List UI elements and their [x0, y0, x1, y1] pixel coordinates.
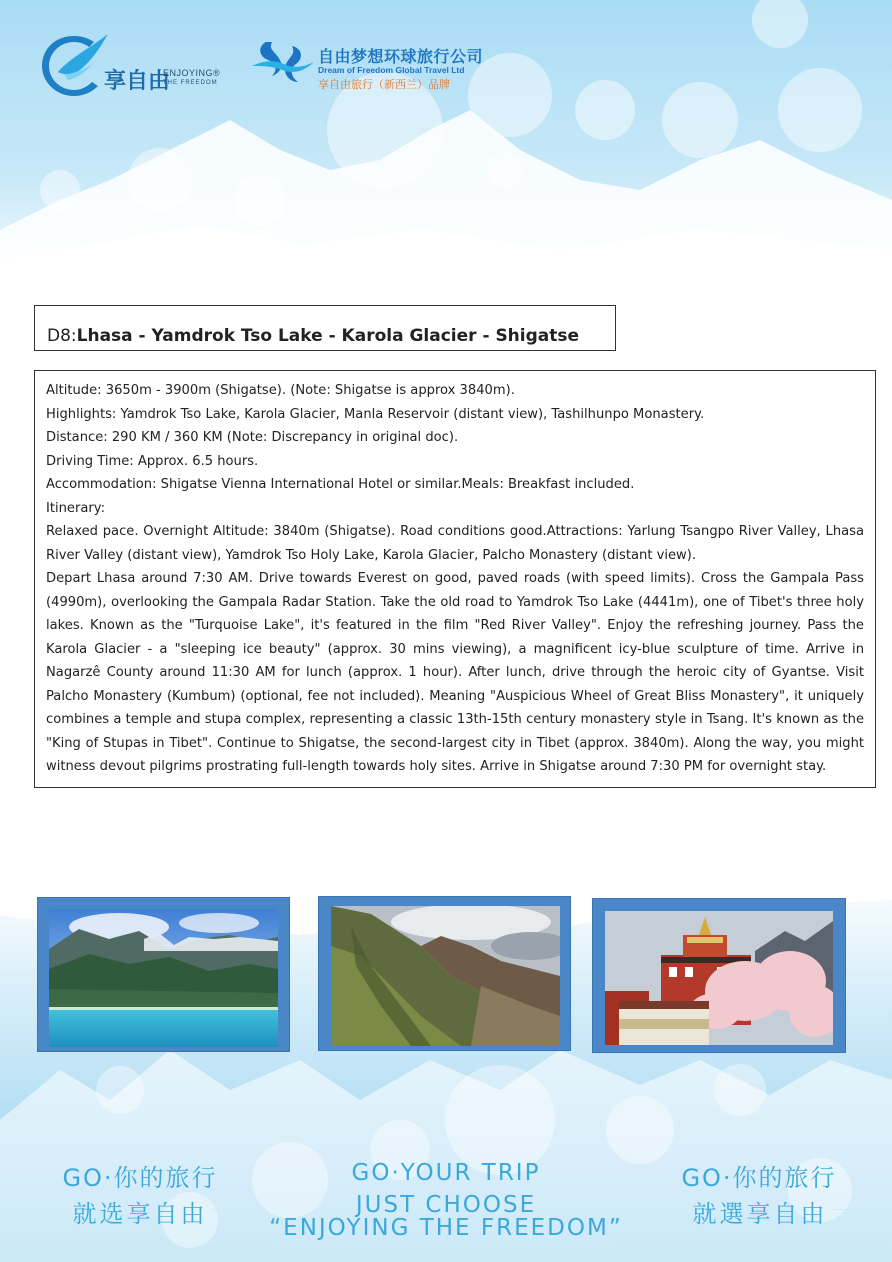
- dream-of-freedom-logo-icon: [252, 38, 316, 88]
- day-route: Lhasa - Yamdrok Tso Lake - Karola Glacier - Shigatse: [76, 326, 580, 346]
- altitude-line: Altitude: 3650m - 3900m (Shigatse). (Note: Shigatse is approx 3840m).: [46, 383, 515, 398]
- itinerary-label: Itinerary:: [46, 500, 105, 516]
- company-chinese-name: 自由梦想环球旅行公司: [318, 47, 484, 66]
- lake-landscape-image: [49, 909, 278, 1047]
- slogan-left-line1: GO·你的旅行: [62, 1164, 218, 1192]
- day-title-box: [34, 305, 616, 351]
- distance-line: Distance: 290 KM / 360 KM (Note: Discrepancy in original doc).: [46, 430, 459, 445]
- slogan-middle-underline: [276, 1246, 616, 1247]
- driving-time-line: Driving Time: Approx. 6.5 hours.: [46, 453, 259, 469]
- logo-chinese-name: 享自由: [104, 69, 171, 94]
- slogan-middle-line3: “ENJOYING THE FREEDOM”: [269, 1215, 623, 1241]
- itinerary-description: Depart Lhasa around 7:30 AM. Drive towards Everest on good, paved roads (with speed limits). Cross the Gampala Pass (4990m), overlooking the Gampala Radar Station. Take the old road to Yamdrok Tso Lake (4441m), one of Tibet's three holy lakes. Known as the "Turquoise Lake", it's featured in the film "Red River Valley". Enjoy the refreshing journey. Pass the Karola Glacier - a "sleeping ice beauty" (approx. 30 mins viewing), a magnificent icy-blue sculpture of time. Arrive in Nagarzê County around 11:30 AM for lunch (approx. 1 hour). After lunch, drive through the heroic city of Gyantse. Visit Palcho Monastery (Kumbum) (optional, fee not included). Meaning "Auspicious Wheel of Great Bliss Monastery", it uniquely combines a temple and stupa complex, representing a classic 13th-15th century monastery style in Tsang. It's known as the "King of Stupas in Tibet". Continue to Shigatse, the second-largest city in Tibet (approx. 3840m). Along the way, you might witness devout pilgrims prostrating full-length towards holy sites. Arrive in Shigatse around 7:30 PM for overnight stay.: [46, 571, 864, 774]
- slogan-left-divider-left: [30, 1209, 64, 1210]
- slogan-right-line1: GO·你的旅行: [681, 1164, 837, 1192]
- logo-english-line2: THE FREEDOM: [163, 80, 218, 86]
- slogan-right-line2: 就選享自由: [692, 1200, 828, 1228]
- company-english-name: Dream of Freedom Global Travel Ltd: [318, 65, 465, 75]
- day-details-box: [34, 370, 876, 788]
- photo-palcho-monastery: [592, 898, 846, 1053]
- slogan-middle-line2: JUST CHOOSE: [355, 1192, 537, 1218]
- monastery-blossom-image: [605, 911, 833, 1045]
- accommodation-line: Accommodation: Shigatse Vienna International Hotel or similar.Meals: Breakfast included.: [46, 477, 635, 492]
- slogan-middle-line1: GO·YOUR TRIP: [351, 1160, 541, 1186]
- mountain-slope-image: [331, 906, 560, 1046]
- slogan-right-divider-left: [650, 1209, 684, 1210]
- itinerary-summary: Relaxed pace. Overnight Altitude: 3840m (Shigatse). Road conditions good.Attractions: Yarlung Tsangpo River Valley, Lhasa River Valley (distant view), Yamdrok Tso Holy Lake, Karola Glacier, Palcho Monastery (distant view).: [46, 524, 864, 563]
- day-title: [47, 326, 579, 346]
- day-prefix: D8:: [47, 326, 77, 346]
- photo-yamdrok-lake: [37, 897, 290, 1052]
- logo-english-line1: ENJOYING®: [163, 68, 221, 78]
- photo-karola-glacier-road: [318, 896, 571, 1051]
- slogan-left-divider-right: [212, 1209, 246, 1210]
- slogan-right-divider-right: [830, 1209, 864, 1210]
- highlights-line: Highlights: Yamdrok Tso Lake, Karola Glacier, Manla Reservoir (distant view), Tashilhunpo Monastery.: [46, 406, 705, 422]
- company-brand-subtitle: 享自由旅行（新西兰）品牌: [318, 78, 450, 91]
- slogan-left-line2: 就选享自由: [72, 1200, 208, 1228]
